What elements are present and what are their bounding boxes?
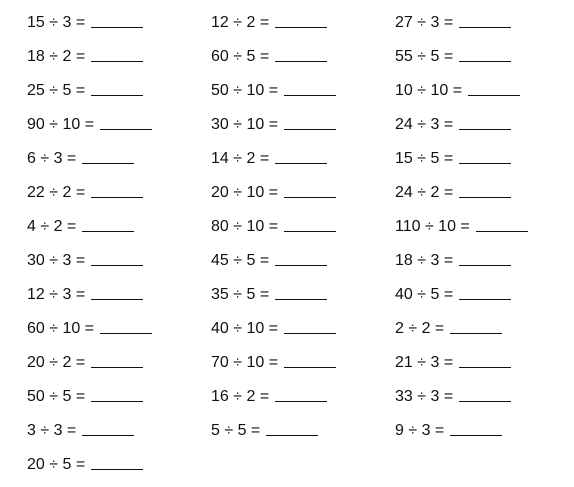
division-problem [27,317,211,351]
answer-blank [275,11,327,28]
answer-blank [284,351,336,368]
division-expression: 60 ÷ 10 = [27,320,95,337]
answer-blank [459,11,511,28]
answer-blank [91,181,143,198]
answer-blank [476,215,528,232]
division-problem [27,113,211,147]
division-expression: 16 ÷ 2 = [211,388,270,405]
answer-blank [450,419,502,436]
answer-blank [459,351,511,368]
division-expression: 4 ÷ 2 = [27,218,77,235]
division-problem [27,249,211,283]
answer-blank [82,147,134,164]
division-expression: 40 ÷ 10 = [211,320,279,337]
division-expression: 5 ÷ 5 = [211,422,261,439]
division-expression: 60 ÷ 5 = [211,48,270,65]
answer-blank [91,283,143,300]
division-problem [211,113,395,147]
division-problem [395,351,574,385]
division-problem [395,249,574,283]
answer-blank [459,283,511,300]
division-expression: 2 ÷ 2 = [395,320,445,337]
division-problem [27,385,211,419]
answer-blank [284,215,336,232]
division-expression: 40 ÷ 5 = [395,286,454,303]
division-expression: 50 ÷ 5 = [27,388,86,405]
answer-blank [459,147,511,164]
division-problem [211,45,395,79]
division-expression: 12 ÷ 3 = [27,286,86,303]
division-problem [395,147,574,181]
division-expression: 3 ÷ 3 = [27,422,77,439]
division-expression: 50 ÷ 10 = [211,82,279,99]
answer-blank [275,45,327,62]
answer-blank [91,11,143,28]
division-expression: 30 ÷ 3 = [27,252,86,269]
division-problem [211,385,395,419]
answer-blank [82,215,134,232]
answer-blank [275,283,327,300]
answer-blank [100,113,152,130]
division-expression: 14 ÷ 2 = [211,150,270,167]
division-problem [395,79,574,113]
answer-blank [100,317,152,334]
division-expression: 24 ÷ 3 = [395,116,454,133]
division-problem [211,181,395,215]
division-expression: 30 ÷ 10 = [211,116,279,133]
answer-blank [275,147,327,164]
division-problem [27,453,211,487]
division-problem [27,181,211,215]
division-problem [27,79,211,113]
division-expression: 9 ÷ 3 = [395,422,445,439]
division-problem [211,215,395,249]
problem-column-3 [395,11,574,487]
division-problem [27,147,211,181]
division-expression: 18 ÷ 3 = [395,252,454,269]
division-expression: 20 ÷ 2 = [27,354,86,371]
division-expression: 90 ÷ 10 = [27,116,95,133]
division-expression: 15 ÷ 5 = [395,150,454,167]
division-problem [395,113,574,147]
answer-blank [266,419,318,436]
answer-blank [91,453,143,470]
division-expression: 70 ÷ 10 = [211,354,279,371]
answer-blank [91,45,143,62]
division-problem [211,317,395,351]
answer-blank [284,79,336,96]
answer-blank [91,351,143,368]
division-expression: 21 ÷ 3 = [395,354,454,371]
division-problem [211,351,395,385]
division-problem [211,249,395,283]
division-expression: 27 ÷ 3 = [395,14,454,31]
answer-blank [459,249,511,266]
answer-blank [275,385,327,402]
division-problem [395,215,574,249]
answer-blank [275,249,327,266]
answer-blank [91,385,143,402]
division-expression: 110 ÷ 10 = [395,218,470,235]
answer-blank [284,317,336,334]
answer-blank [459,181,511,198]
division-problem [395,385,574,419]
answer-blank [284,113,336,130]
division-problem [27,11,211,45]
answer-blank [91,249,143,266]
division-problem [395,45,574,79]
division-expression: 18 ÷ 2 = [27,48,86,65]
division-problem [395,317,574,351]
division-problem [27,283,211,317]
division-problem [211,147,395,181]
division-expression: 20 ÷ 10 = [211,184,279,201]
division-problem [395,11,574,45]
division-expression: 45 ÷ 5 = [211,252,270,269]
answer-blank [468,79,520,96]
answer-blank [459,45,511,62]
division-expression: 35 ÷ 5 = [211,286,270,303]
division-expression: 55 ÷ 5 = [395,48,454,65]
answer-blank [459,385,511,402]
problem-column-2 [211,11,395,487]
division-problem [211,79,395,113]
division-problem [395,283,574,317]
division-problem [211,419,395,453]
division-problem [27,419,211,453]
division-expression: 24 ÷ 2 = [395,184,454,201]
division-expression: 25 ÷ 5 = [27,82,86,99]
division-expression: 80 ÷ 10 = [211,218,279,235]
answer-blank [82,419,134,436]
division-problem [211,11,395,45]
answer-blank [91,79,143,96]
division-problem [27,351,211,385]
division-problem [27,215,211,249]
division-problem [395,419,574,453]
answer-blank [459,113,511,130]
answer-blank [284,181,336,198]
division-expression: 12 ÷ 2 = [211,14,270,31]
division-expression: 33 ÷ 3 = [395,388,454,405]
division-expression: 6 ÷ 3 = [27,150,77,167]
division-problem [211,283,395,317]
problem-column-1 [27,11,211,487]
answer-blank [450,317,502,334]
division-problem [27,45,211,79]
division-expression: 15 ÷ 3 = [27,14,86,31]
division-expression: 10 ÷ 10 = [395,82,463,99]
division-expression: 22 ÷ 2 = [27,184,86,201]
division-problem [395,181,574,215]
division-expression: 20 ÷ 5 = [27,456,86,473]
